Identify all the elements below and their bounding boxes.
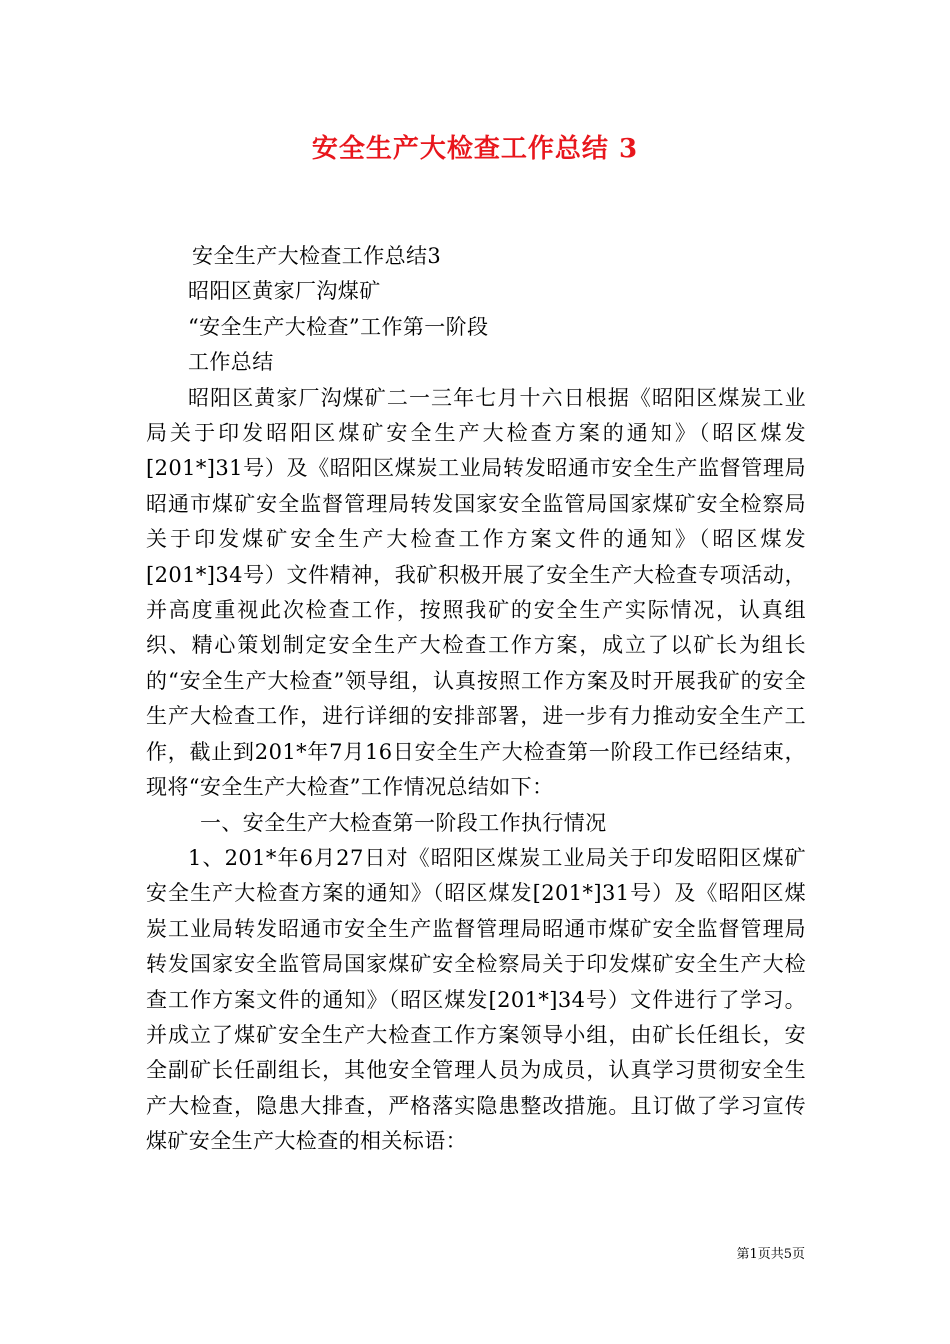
document-body <box>146 239 806 1160</box>
document-title: 安全生产大检查工作总结 3 <box>311 134 639 164</box>
paragraph-section-heading: 一、安全生产大检查第一阶段工作执行情况 <box>200 810 607 835</box>
paragraph-item-1: 1、201*年6月27日对《昭阳区煤炭工业局关于印发昭阳区煤矿安全生产大检查方案的通知》（昭区煤发[201*]31号）及《昭阳区煤炭工业局转发昭通市安全生产监督管理局昭通市煤矿安全监督管理局转发国家安全监管局国家煤矿安全检察局关于印发煤矿安全生产大检查工作方案文件的通知》（昭区煤发[201*]34号）文件进行了学习。并成立了煤矿安全生产大检查工作方案领导小组，由矿长任组长，安全副矿长任副组长，其他安全管理人员为成员，认真学习贯彻安全生产大检查，隐患大排查，严格落实隐患整改措施。且订做了学习宣传煤矿安全生产大检查的相关标语： <box>146 845 806 1154</box>
page-number: 第1页共5页 <box>736 1247 805 1262</box>
paragraph-phase: “安全生产大检查”工作第一阶段 <box>188 314 489 339</box>
paragraph-organization: 昭阳区黄家厂沟煤矿 <box>188 279 381 304</box>
paragraph-intro: 昭阳区黄家厂沟煤矿二一三年七月十六日根据《昭阳区煤炭工业局关于印发昭阳区煤矿安全生产大检查方案的通知》（昭区煤发[201*]31号）及《昭阳区煤炭工业局转发昭通市安全生产监督管理局昭通市煤矿安全监督管理局转发国家安全监管局国家煤矿安全检察局关于印发煤矿安全生产大检查工作方案文件的通知》（昭区煤发[201*]34号）文件精神，我矿积极开展了安全生产大检查专项活动，并高度重视此次检查工作，按照我矿的安全生产实际情况，认真组织、精心策划制定安全生产大检查工作方案，成立了以矿长为组长的“安全生产大检查”领导组，认真按照工作方案及时开展我矿的安全生产大检查工作，进行详细的安排部署，进一步有力推动安全生产工作，截止到201*年7月16日安全生产大检查第一阶段工作已经结束，现将“安全生产大检查”工作情况总结如下： <box>146 385 806 800</box>
paragraph-heading: 安全生产大检查工作总结3 <box>192 244 442 268</box>
paragraph-summary-label: 工作总结 <box>188 350 274 375</box>
